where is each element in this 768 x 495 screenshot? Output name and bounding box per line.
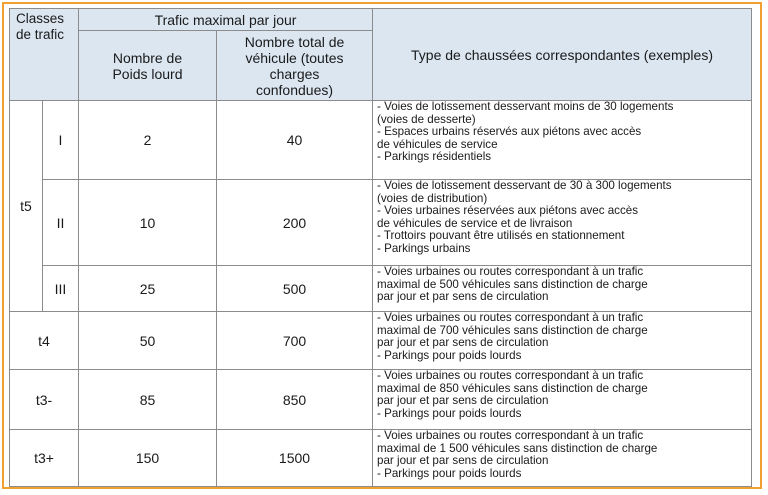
class-group-t3-minus: t3- — [10, 370, 79, 430]
table-row — [10, 370, 752, 430]
poids-lourd-cell: 2 — [79, 101, 217, 180]
total-vehicules-cell: 500 — [217, 266, 373, 312]
header-classes-de-trafic: Classes de trafic — [10, 9, 79, 101]
type-chaussee-cell: - Voies urbaines ou routes correspondant à un trafic maximal de 700 véhicules sans distinction de charge par jour et par sens de circulation - Parkings pour poids lourds — [373, 312, 752, 370]
header-trafic-maximal: Trafic maximal par jour — [79, 9, 373, 31]
subclass-cell: III — [43, 266, 79, 312]
poids-lourd-cell: 50 — [79, 312, 217, 370]
total-vehicules-cell: 40 — [217, 101, 373, 180]
total-vehicules-cell: 1500 — [217, 430, 373, 487]
subclass-cell: I — [43, 101, 79, 180]
type-chaussee-cell: - Voies de lotissement desservant moins de 30 logements (voies de desserte) - Espaces urbains réservés aux piétons avec accès de véhicules de service - Parkings résidentiels — [373, 101, 752, 180]
type-chaussee-cell: - Voies urbaines ou routes correspondant à un trafic maximal de 1 500 véhicules sans distinction de charge par jour et par sens de circulation - Parkings pour poids lourds — [373, 430, 752, 487]
poids-lourd-cell: 85 — [79, 370, 217, 430]
subclass-cell: II — [43, 180, 79, 266]
poids-lourd-cell: 10 — [79, 180, 217, 266]
header-nombre-poids-lourd: Nombre de Poids lourd — [79, 31, 217, 101]
type-chaussee-cell: - Voies urbaines ou routes correspondant à un trafic maximal de 850 véhicules sans distinction de charge par jour et par sens de circulation - Parkings pour poids lourds — [373, 370, 752, 430]
class-group-t5: t5 — [10, 101, 43, 312]
total-vehicules-cell: 200 — [217, 180, 373, 266]
table-row — [10, 312, 752, 370]
table-row — [10, 101, 752, 180]
traffic-class-table — [9, 8, 752, 487]
class-group-t3-plus: t3+ — [10, 430, 79, 487]
header-type-chaussees: Type de chaussées correspondantes (exemples) — [373, 9, 752, 101]
poids-lourd-cell: 150 — [79, 430, 217, 487]
header-nombre-total-vehicules: Nombre total de véhicule (toutes charges confondues) — [217, 31, 373, 101]
class-group-t4: t4 — [10, 312, 79, 370]
table-row — [10, 430, 752, 487]
type-chaussee-cell: - Voies urbaines ou routes correspondant à un trafic maximal de 500 véhicules sans distinction de charge par jour et par sens de circulation — [373, 266, 752, 312]
table-row — [10, 266, 752, 312]
type-chaussee-cell: - Voies de lotissement desservant de 30 à 300 logements (voies de distribution) - Voies urbaines réservées aux piétons avec accès de véhicules de service et de livraison - Trottoirs pouvant être utilisés en stationnement - Parkings urbains — [373, 180, 752, 266]
total-vehicules-cell: 700 — [217, 312, 373, 370]
table-row — [10, 180, 752, 266]
total-vehicules-cell: 850 — [217, 370, 373, 430]
poids-lourd-cell: 25 — [79, 266, 217, 312]
